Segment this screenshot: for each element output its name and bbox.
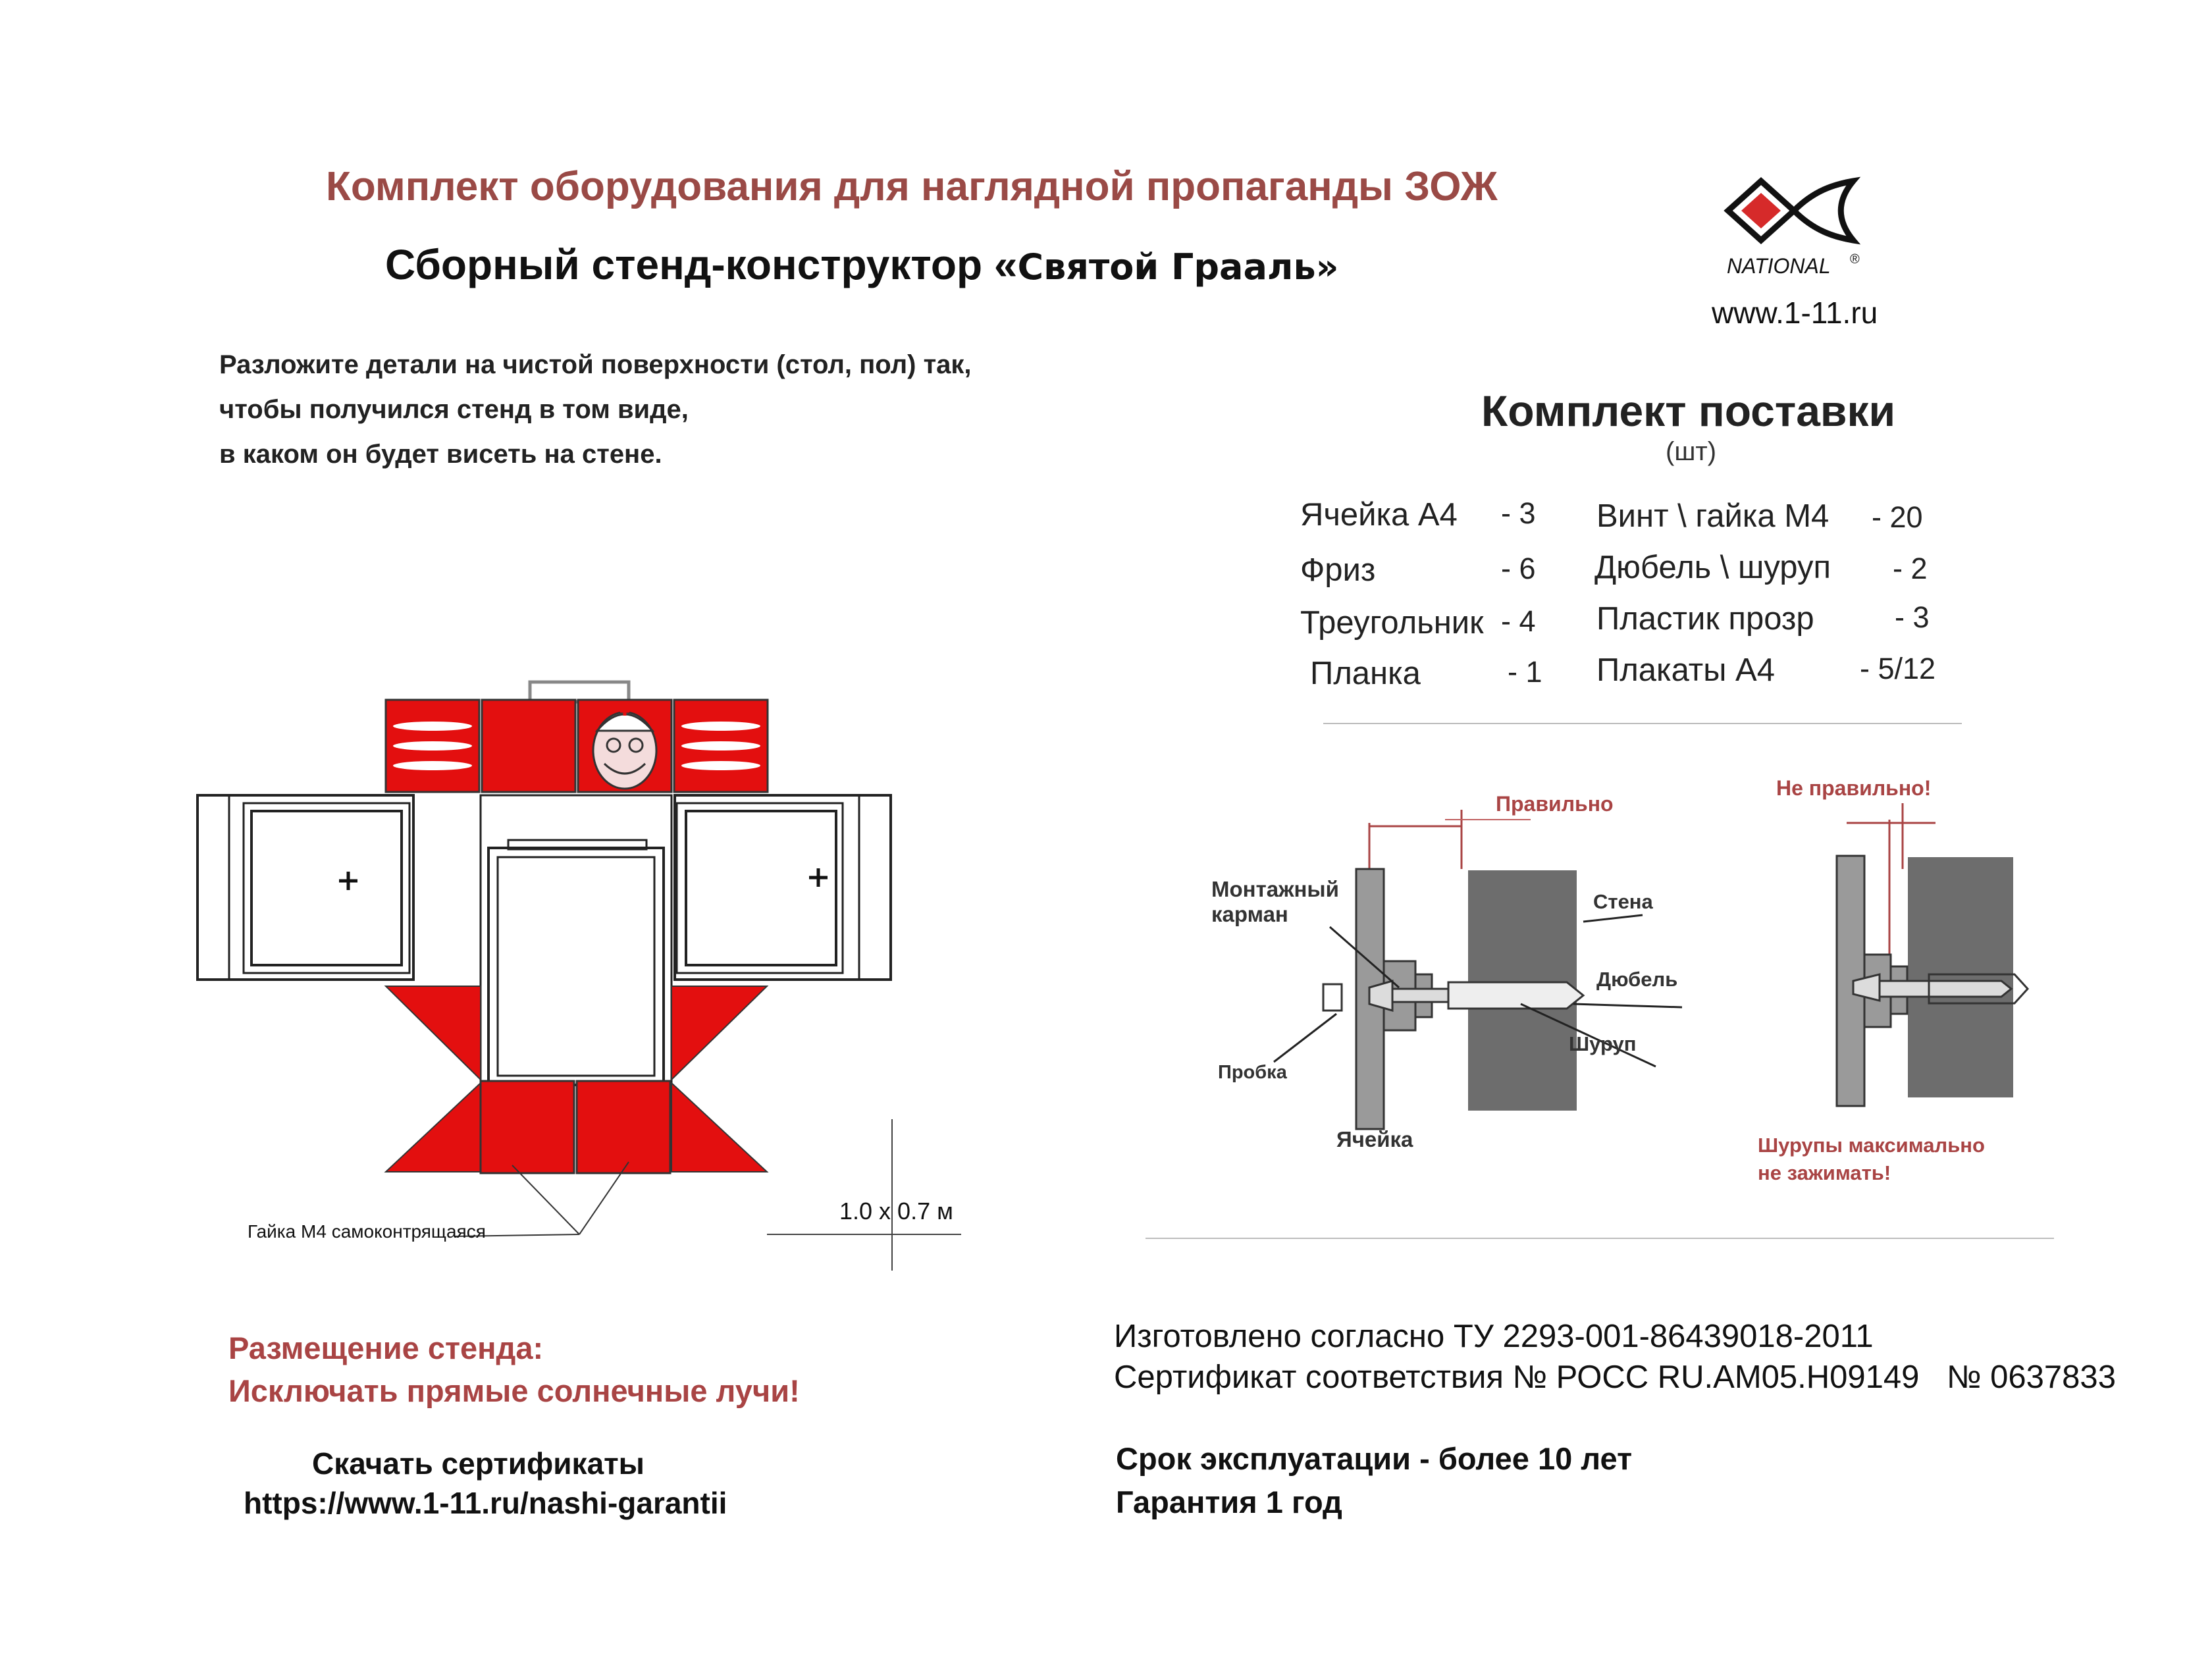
fish-logo-icon <box>1728 181 1853 240</box>
kit-item-name: Дюбель \ шуруп <box>1594 550 1831 585</box>
instruction-line: в каком он будет висеть на стене. <box>219 440 662 469</box>
page-subtitle <box>385 240 1339 289</box>
placement-warning: Исключать прямые солнечные лучи! <box>228 1373 800 1408</box>
kit-item-name: Ячейка А4 <box>1300 497 1458 533</box>
placement-heading: Размещение стенда: <box>228 1330 544 1365</box>
cell-left <box>198 795 413 980</box>
wall-block <box>1908 857 2013 1097</box>
kit-divider <box>1323 723 1962 724</box>
national-logo <box>1722 174 1873 286</box>
pocket-label: Монтажный <box>1211 877 1339 901</box>
wall-label: Стена <box>1593 890 1653 913</box>
kit-item-name: Пластик прозр <box>1596 601 1814 637</box>
kit-title: Комплект поставки <box>1481 386 1896 435</box>
page-title: Комплект оборудования для наглядной пропаганды ЗОЖ <box>326 164 1498 209</box>
kit-item-count: - 4 <box>1501 604 1536 638</box>
instruction-line: чтобы получился стенд в том виде, <box>219 395 689 424</box>
plug-label: Пробка <box>1218 1062 1287 1083</box>
warning-label: Шурупы максимально <box>1758 1134 1985 1157</box>
dimension-cross <box>767 1119 961 1271</box>
bottom-frieze-row <box>481 1081 670 1173</box>
kit-item-count: - 3 <box>1501 496 1536 530</box>
tu-text: Изготовлено согласно ТУ 2293-001-86439018-2011 <box>1114 1319 1874 1354</box>
cell-center <box>481 795 672 1085</box>
kit-item-name: Винт \ гайка М4 <box>1596 498 1830 534</box>
download-heading: Скачать сертификаты <box>312 1446 645 1481</box>
subtitle-prefix: Сборный стенд-конструктор « <box>385 241 1018 288</box>
stand-assembly-diagram <box>191 672 981 1277</box>
kit-item-count: - 2 <box>1893 552 1928 585</box>
assembly-instructions <box>219 342 972 477</box>
kit-item-count: - 1 <box>1508 655 1542 689</box>
lifetime-text: Срок эксплуатации - более 10 лет <box>1116 1441 1633 1476</box>
frieze-stripe-decor <box>393 722 760 770</box>
plus-marker <box>809 868 828 887</box>
certificate-text: Сертификат соответствия № РОСС RU.АМ05.Н09149 <box>1114 1359 1920 1395</box>
correct-label: Правильно <box>1496 792 1614 816</box>
kit-item-name: Планка <box>1310 656 1421 691</box>
dowel-label: Дюбель <box>1596 968 1678 991</box>
mounting-diagram <box>1172 757 2061 1218</box>
kit-item-count: - 6 <box>1501 552 1536 585</box>
certificate-number: № 0637833 <box>1947 1359 2116 1395</box>
incorrect-label: Не правильно! <box>1776 776 1932 800</box>
kit-item-count: - 3 <box>1895 600 1930 634</box>
warning-label: не зажимать! <box>1758 1161 1891 1184</box>
subtitle-suffix: » <box>1315 246 1339 288</box>
mount-divider <box>1146 1238 2054 1239</box>
kit-unit: (шт) <box>1666 437 1717 466</box>
dowel-icon <box>1448 982 1583 1009</box>
stand-size-label: 1.0 х 0.7 м <box>839 1198 953 1224</box>
warranty-text: Гарантия 1 год <box>1116 1485 1342 1519</box>
website-url[interactable]: www.1-11.ru <box>1712 296 1878 330</box>
kit-item-name: Плакаты А4 <box>1596 652 1775 688</box>
kit-item-name: Фриз <box>1300 552 1376 588</box>
plug-icon <box>1323 984 1342 1011</box>
kit-item-count: - 20 <box>1872 500 1923 534</box>
instruction-line: Разложите детали на чистой поверхности (стол, пол) так, <box>219 350 972 379</box>
download-link[interactable]: https://www.1-11.ru/nashi-garantii <box>244 1486 727 1520</box>
plus-marker <box>339 872 357 890</box>
subtitle-product-name: Святой Грааль <box>1017 246 1316 288</box>
logo-brand-text: NATIONAL <box>1727 254 1831 278</box>
cell-label: Ячейка <box>1336 1127 1413 1151</box>
logo-registered-mark: ® <box>1850 252 1860 267</box>
kit-item-name: Треугольник <box>1300 605 1484 641</box>
kit-item-count: - 5/12 <box>1860 652 1936 685</box>
nut-label: Гайка М4 самоконтрящаяся <box>248 1221 486 1242</box>
screw-label: Шуруп <box>1569 1032 1637 1055</box>
pocket-label: карман <box>1211 902 1288 926</box>
cell-right <box>675 795 891 980</box>
